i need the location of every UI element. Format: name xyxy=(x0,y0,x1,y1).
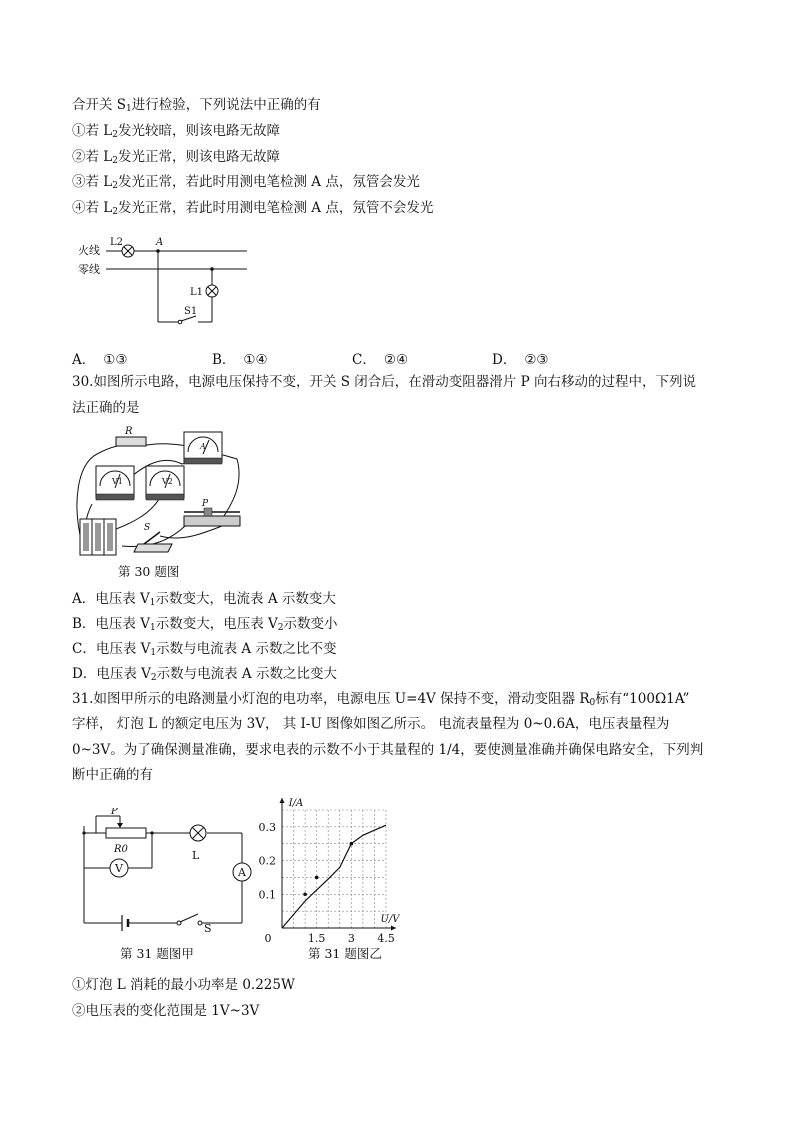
option-a-sub: 1 xyxy=(149,598,156,608)
q31-stem-line3: 0~3V。为了确保测量准确，要求电表的示数不小于其量程的 1/4，要使测量准确并确保电路安全，下列判 xyxy=(72,742,704,758)
option-d-a: D．电压表 V xyxy=(72,666,151,682)
data-point xyxy=(315,876,319,880)
option-b-sub2: 2 xyxy=(277,623,284,633)
v2-label: V2 xyxy=(162,477,173,486)
option-label: A． xyxy=(72,352,96,368)
rheostat-icon xyxy=(184,516,240,526)
q29-option-d xyxy=(492,348,549,368)
q31-statement-2: ②电压表的变化范围是 1V~3V xyxy=(72,1003,260,1019)
ammeter-label: A xyxy=(200,442,206,451)
x-tick-label: 1.5 xyxy=(307,932,326,944)
q31-caption-a: 第 31 题图甲 xyxy=(120,946,194,961)
q30-option-d xyxy=(72,665,337,687)
q31-caption-b: 第 31 题图乙 xyxy=(308,946,382,961)
data-point xyxy=(350,842,354,846)
option-text: ①④ xyxy=(243,352,268,368)
switch-s-icon xyxy=(134,544,172,552)
l2-label: L2 xyxy=(110,237,124,248)
q30-option-c xyxy=(72,640,336,662)
q29-statement-4 xyxy=(72,199,433,221)
q30-circuit-figure xyxy=(72,424,247,559)
slider-p-icon xyxy=(204,508,212,516)
option-text: ②③ xyxy=(524,352,549,368)
y-tick-label: 0.2 xyxy=(258,854,276,868)
option-label: D． xyxy=(492,352,517,368)
p-label: P xyxy=(202,499,209,509)
l1-label: L1 xyxy=(190,287,204,298)
q31-circuit-figure xyxy=(72,808,262,933)
q29-s2-sub: 2 xyxy=(112,156,118,166)
q29-s3-b: 发光正常，若此时用测电笔检测 A 点，氖管会发光 xyxy=(118,174,420,190)
q29-s3-a: ③若 L xyxy=(72,174,113,190)
q31-stem1-sub: 0 xyxy=(589,698,596,708)
q31-stem1-a: 31.如图甲所示的电路测量小灯泡的电功率，电源电压 U=4V 保持不变，滑动变阻器 R xyxy=(72,691,590,707)
origin-label: 0 xyxy=(264,932,272,944)
q31-stem-line1 xyxy=(72,690,689,712)
q31-stem-line2: 字样， 灯泡 L 的额定电压为 3V， 其 I-U 图像如图乙所示。 电流表量程为 0~0.6A，电压表量程为 xyxy=(72,716,670,732)
iu-curve xyxy=(282,825,386,928)
option-text: ②④ xyxy=(383,352,409,368)
chart-labels xyxy=(259,798,401,944)
option-label: C． xyxy=(352,352,376,368)
q30-figure-caption: 第 30 题图 xyxy=(118,564,180,579)
r-label: R xyxy=(125,426,133,437)
option-a-b: 示数变大，电流表 A 示数变大 xyxy=(155,591,336,607)
q29-s1-b: 发光较暗，则该电路无故障 xyxy=(118,123,280,139)
s-label: S xyxy=(144,523,151,533)
option-c-b: 示数与电流表 A 示数之比不变 xyxy=(156,641,337,657)
option-text: ①③ xyxy=(103,352,128,368)
option-c-a: C．电压表 V xyxy=(72,641,151,657)
x-axis-arrow-icon xyxy=(391,926,396,931)
q29-option-b xyxy=(212,348,268,368)
x-tick-label: 4.5 xyxy=(377,932,395,944)
option-b-b: 示数变小 xyxy=(283,616,338,632)
q30-option-b xyxy=(72,615,337,637)
voltmeter-label: V xyxy=(115,862,123,875)
option-b-sub: 1 xyxy=(149,623,156,633)
s1-label: S1 xyxy=(184,306,198,317)
neutral-wire-label: 零线 xyxy=(78,263,100,276)
q29-circuit-figure xyxy=(72,232,252,332)
q31-iu-chart xyxy=(250,796,400,944)
q30-option-a xyxy=(72,590,336,612)
q29-s4-b: 发光正常，若此时用测电笔检测 A 点，氖管不会发光 xyxy=(118,200,434,216)
y-axis-arrow-icon xyxy=(280,798,285,803)
y-axis-label: I/A xyxy=(288,798,304,809)
live-wire-label: 火线 xyxy=(78,244,100,257)
rheostat-r0-icon xyxy=(106,828,146,838)
option-d-sub: 2 xyxy=(150,673,157,683)
option-a-a: A．电压表 V xyxy=(72,591,150,607)
s-label: S xyxy=(204,922,212,933)
lamp-l-label: L xyxy=(192,849,200,862)
q29-option-c xyxy=(352,348,408,368)
q29-line0-b: 进行检验，下列说法中正确的有 xyxy=(131,97,321,113)
q29-statement-1 xyxy=(72,122,280,144)
p-label: P xyxy=(111,808,118,817)
q29-s4-a: ④若 L xyxy=(72,200,113,216)
x-tick-label: 3 xyxy=(347,932,355,944)
option-d-b: 示数与电流表 A 示数之比变大 xyxy=(156,666,337,682)
q30-stem-line1: 30.如图所示电路，电源电压保持不变，开关 S 闭合后，在滑动变阻器滑片 P 向右移动的过程中，下列说 xyxy=(72,374,696,390)
q31-stem-line4: 断中正确的有 xyxy=(72,767,153,783)
q29-line0-sub: 1 xyxy=(126,104,132,114)
x-axis-label: U/V xyxy=(380,914,400,925)
q29-option-a xyxy=(72,348,127,368)
option-label: B． xyxy=(212,352,236,368)
option-b-mid: 示数变大，电压表 V xyxy=(155,616,278,632)
q29-statement-3 xyxy=(72,173,420,195)
q31-stem1-b: 标有“100Ω1A” xyxy=(595,691,690,707)
q29-s1-a: ①若 L xyxy=(72,123,113,139)
chart-series xyxy=(282,825,386,928)
y-tick-label: 0.3 xyxy=(258,820,276,834)
q29-s3-sub: 2 xyxy=(112,181,118,191)
resistor-r-icon xyxy=(116,437,146,446)
data-point xyxy=(303,892,307,896)
q29-s1-sub: 2 xyxy=(112,130,118,140)
y-tick-label: 0.1 xyxy=(258,888,276,902)
v1-label: V1 xyxy=(112,477,123,486)
option-b-a: B．电压表 V xyxy=(72,616,150,632)
r0-label: R0 xyxy=(114,844,128,855)
q29-s2-a: ②若 L xyxy=(72,149,113,165)
point-a-label: A xyxy=(156,237,164,248)
q29-line0-a: 合开关 S xyxy=(72,97,127,113)
q29-s2-b: 发光正常，则该电路无故障 xyxy=(118,149,280,165)
q29-line0 xyxy=(72,96,321,118)
q29-statement-2 xyxy=(72,148,280,170)
option-c-sub: 1 xyxy=(150,648,157,658)
q29-s4-sub: 2 xyxy=(112,207,118,217)
slider-arrow-icon xyxy=(117,823,123,828)
q30-stem-line2: 法正确的是 xyxy=(72,400,140,416)
q31-statement-1: ①灯泡 L 消耗的最小功率是 0.225W xyxy=(72,977,295,993)
ammeter-label: A xyxy=(238,866,246,879)
